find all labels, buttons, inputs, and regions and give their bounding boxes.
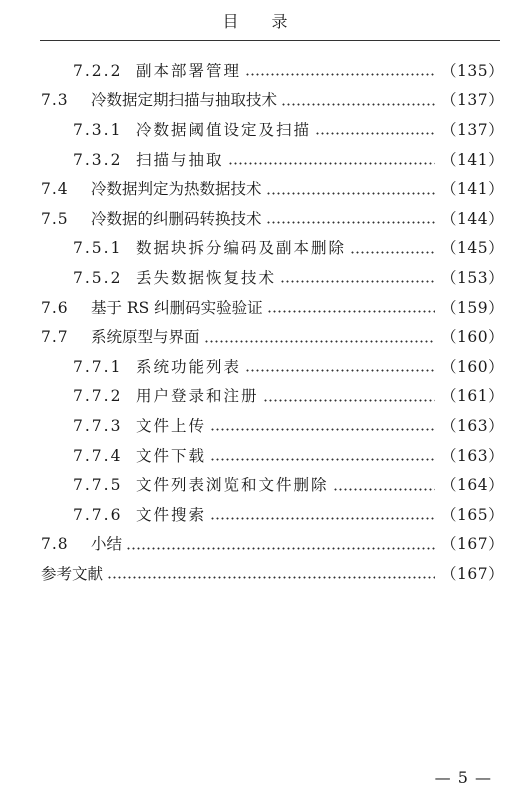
toc-entry[interactable]: [0, 559, 510, 589]
toc-page-number: （145）: [441, 239, 505, 258]
toc-section-number: 7.2.2: [73, 61, 123, 80]
toc-section-number: 7.7.3: [73, 416, 123, 435]
dot-leader: [350, 251, 435, 254]
dot-leader: [315, 132, 435, 135]
toc-section-number: 7.5.2: [73, 268, 123, 287]
toc-page-number: （161）: [441, 387, 505, 406]
toc-page-number: （144）: [441, 209, 505, 228]
toc-entry[interactable]: [0, 470, 510, 500]
toc-section-title: 文件列表浏览和文件删除: [136, 476, 329, 495]
toc-section-title: 文件上传: [136, 416, 207, 435]
toc-entry[interactable]: [0, 204, 510, 234]
dot-leader: [210, 428, 435, 431]
toc-section-number: 7.7: [41, 328, 69, 347]
dot-leader: [126, 547, 435, 550]
toc-page-number: （167）: [441, 535, 505, 554]
toc-page-number: （164）: [441, 476, 505, 495]
toc-entry[interactable]: [0, 86, 510, 116]
toc-page-number: （160）: [441, 328, 505, 347]
toc-section-title: 丢失数据恢复技术: [136, 268, 277, 287]
toc-entry[interactable]: [0, 352, 510, 382]
dot-leader: [210, 517, 435, 520]
toc-page-number: （137）: [441, 91, 505, 110]
toc-section-number: 7.5: [41, 209, 69, 228]
toc-entry[interactable]: [0, 441, 510, 471]
toc-entry[interactable]: [0, 56, 510, 86]
toc-section-number: 7.3.1: [73, 120, 123, 139]
toc-page-number: （137）: [441, 120, 505, 139]
toc-page-number: （141）: [441, 180, 505, 199]
toc-section-title: 冷数据定期扫描与抽取技术: [91, 91, 278, 110]
toc-entry[interactable]: [0, 382, 510, 412]
dot-leader: [107, 576, 435, 579]
toc-section-number: 7.8: [41, 535, 69, 554]
toc-entry[interactable]: [0, 234, 510, 264]
toc-page-number: （165）: [441, 505, 505, 524]
toc-entry[interactable]: [0, 174, 510, 204]
page-title: 目 录: [222, 12, 302, 31]
toc-page-number: （163）: [441, 416, 505, 435]
dot-leader: [245, 369, 435, 372]
dot-leader: [266, 221, 435, 224]
toc-page-number: （159）: [441, 298, 505, 317]
dot-leader: [333, 488, 435, 491]
toc-entry[interactable]: [0, 293, 510, 323]
toc-section-number: 7.3: [41, 91, 69, 110]
toc-section-number: 7.7.5: [73, 476, 123, 495]
toc-entry[interactable]: [0, 322, 510, 352]
toc-section-title: 用户登录和注册: [136, 387, 259, 406]
toc-section-number: 7.7.2: [73, 387, 123, 406]
toc-section-title: 系统原型与界面: [91, 328, 200, 347]
toc-section-number: 7.3.2: [73, 150, 123, 169]
dot-leader: [281, 103, 435, 106]
toc-entry[interactable]: [0, 411, 510, 441]
toc-section-title: 基于 RS 纠删码实验验证: [91, 298, 263, 317]
toc-page-number: （167）: [441, 564, 505, 583]
toc-page-number: （163）: [441, 446, 505, 465]
toc-entry[interactable]: [0, 115, 510, 145]
dot-leader: [245, 73, 435, 76]
toc-section-title: 参考文献: [41, 564, 104, 583]
toc-section-number: 7.4: [41, 180, 69, 199]
toc-section-title: 文件下载: [136, 446, 207, 465]
toc-section-title: 文件搜索: [136, 505, 207, 524]
toc-section-number: 7.5.1: [73, 239, 123, 258]
toc-entry[interactable]: [0, 263, 510, 293]
toc-section-title: 小结: [91, 535, 123, 554]
dot-leader: [204, 340, 435, 343]
toc-section-number: 7.6: [41, 298, 69, 317]
toc-page-number: （141）: [441, 150, 505, 169]
toc-entry[interactable]: [0, 500, 510, 530]
toc-section-title: 系统功能列表: [136, 357, 242, 376]
toc-section-number: 7.7.4: [73, 446, 123, 465]
toc-section-title: 副本部署管理: [136, 61, 242, 80]
toc-page-number: （160）: [441, 357, 505, 376]
page-number: — 5 —: [434, 768, 492, 787]
toc-section-title: 冷数据判定为热数据技术: [91, 180, 262, 199]
dot-leader: [228, 162, 435, 165]
page-header: [0, 0, 510, 40]
toc-section-number: 7.7.6: [73, 505, 123, 524]
toc-section-title: 扫描与抽取: [136, 150, 224, 169]
header-divider: [40, 40, 500, 41]
toc-entry[interactable]: [0, 530, 510, 560]
table-of-contents: [0, 56, 510, 589]
toc-page-number: （135）: [441, 61, 505, 80]
toc-section-number: 7.7.1: [73, 357, 123, 376]
toc-entry[interactable]: [0, 145, 510, 175]
toc-page-number: （153）: [441, 268, 505, 287]
dot-leader: [267, 310, 435, 313]
dot-leader: [280, 280, 435, 283]
dot-leader: [263, 399, 435, 402]
toc-section-title: 数据块拆分编码及副本删除: [136, 239, 347, 258]
dot-leader: [210, 458, 435, 461]
dot-leader: [266, 192, 435, 195]
toc-section-title: 冷数据的纠删码转换技术: [91, 209, 262, 228]
toc-section-title: 冷数据阈值设定及扫描: [136, 120, 312, 139]
